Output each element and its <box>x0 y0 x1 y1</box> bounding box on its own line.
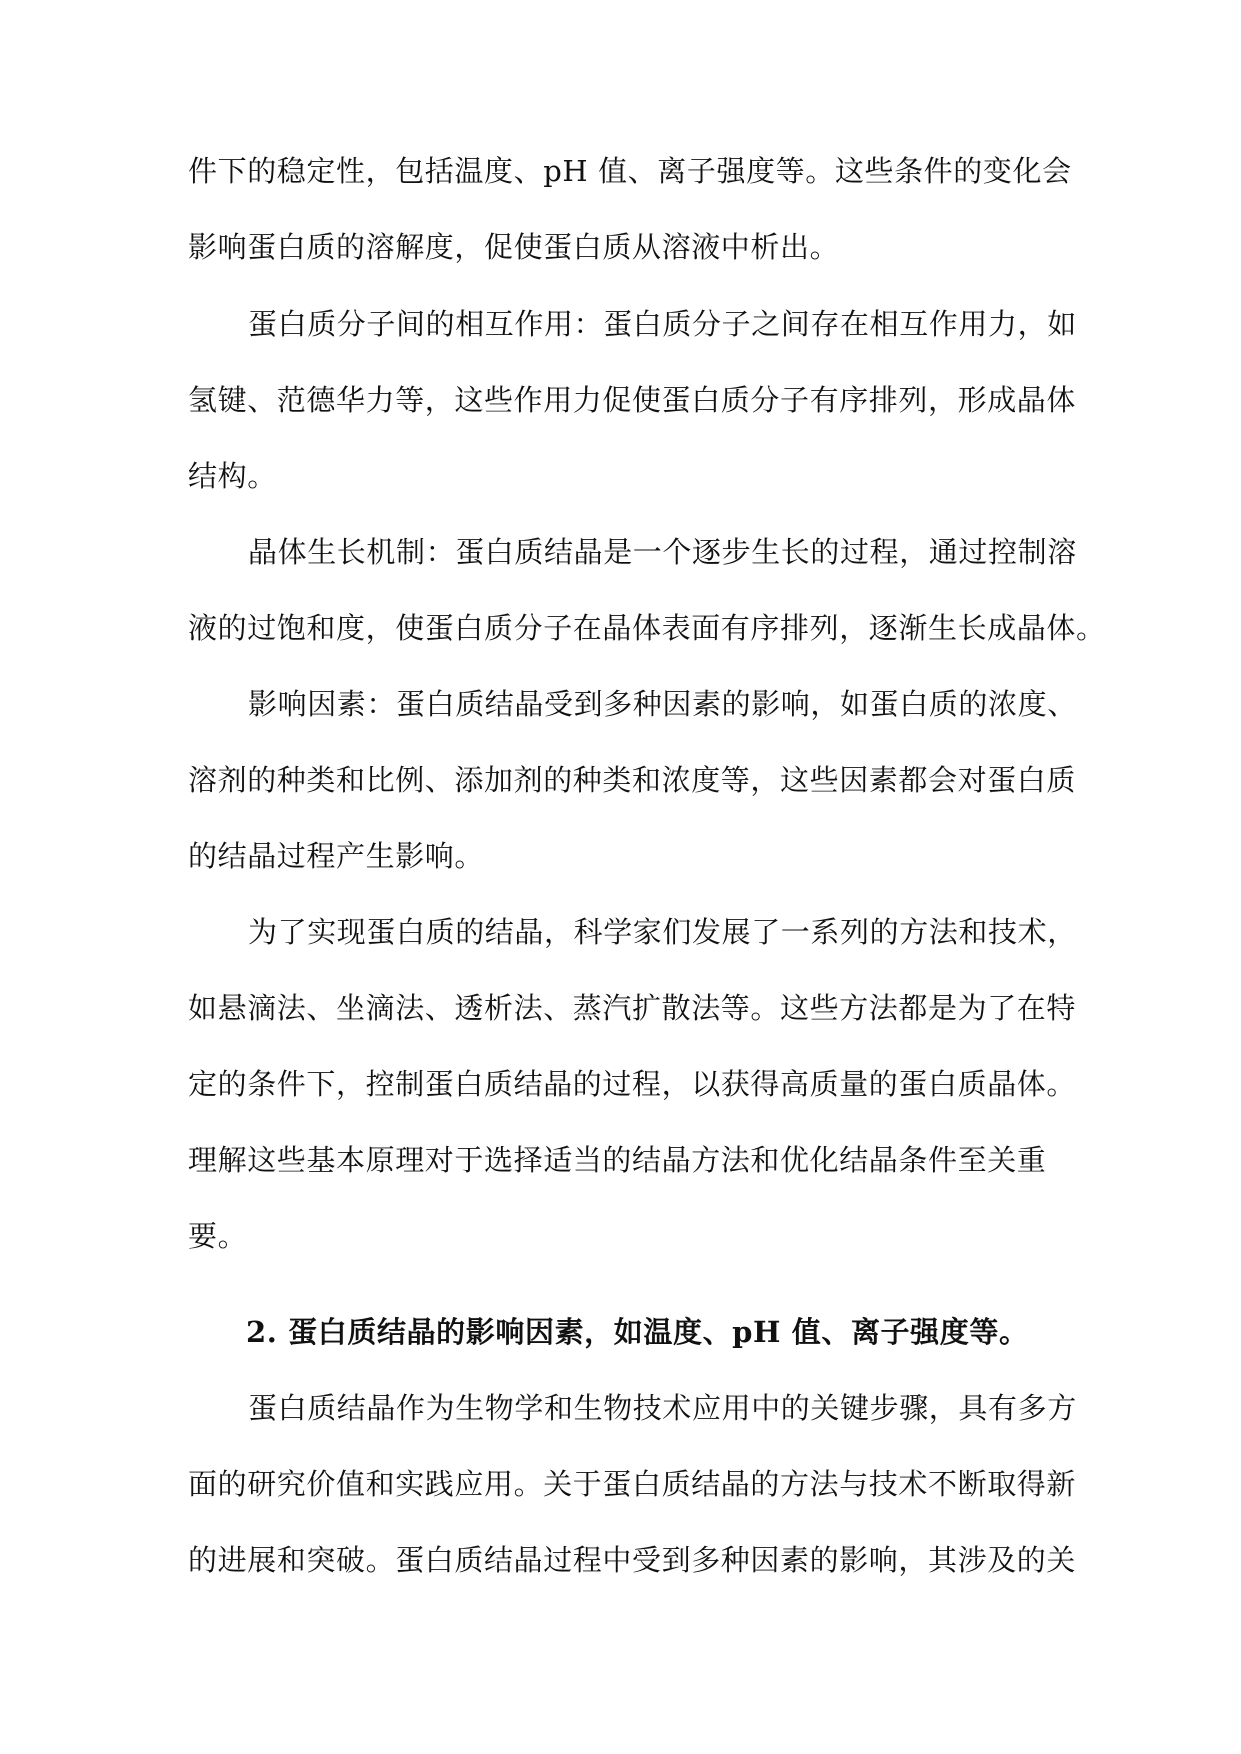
paragraph-start-line: 影响因素：蛋白质结晶受到多种因素的影响，如蛋白质的浓度、 <box>248 687 1077 721</box>
text-line: 氢键、范德华力等，这些作用力促使蛋白质分子有序排列，形成晶体 <box>188 383 1077 417</box>
text-line: 液的过饱和度，使蛋白质分子在晶体表面有序排列，逐渐生长成晶体。 <box>188 611 1106 645</box>
text-line: 定的条件下，控制蛋白质结晶的过程，以获得高质量的蛋白质晶体。 <box>188 1067 1077 1101</box>
section-heading: 2. 蛋白质结晶的影响因素，如温度、pH 值、离子强度等。 <box>246 1315 1029 1349</box>
paragraph-start-line: 晶体生长机制：蛋白质结晶是一个逐步生长的过程，通过控制溶 <box>248 535 1077 569</box>
text-line: 要。 <box>188 1219 248 1253</box>
paragraph-start-line: 蛋白质分子间的相互作用：蛋白质分子之间存在相互作用力，如 <box>248 307 1077 341</box>
paragraph-start-line: 为了实现蛋白质的结晶，科学家们发展了一系列的方法和技术， <box>248 915 1077 949</box>
text-line: 件下的稳定性，包括温度、pH 值、离子强度等。这些条件的变化会 <box>188 154 1072 188</box>
text-line: 的结晶过程产生影响。 <box>188 839 485 873</box>
text-line: 理解这些基本原理对于选择适当的结晶方法和优化结晶条件至关重 <box>188 1143 1047 1177</box>
text-line: 结构。 <box>188 459 277 493</box>
text-line: 影响蛋白质的溶解度，促使蛋白质从溶液中析出。 <box>188 230 840 264</box>
paragraph-start-line: 蛋白质结晶作为生物学和生物技术应用中的关键步骤，具有多方 <box>248 1391 1077 1425</box>
text-line: 的进展和突破。蛋白质结晶过程中受到多种因素的影响，其涉及的关 <box>188 1543 1077 1577</box>
text-line: 面的研究价值和实践应用。关于蛋白质结晶的方法与技术不断取得新 <box>188 1467 1077 1501</box>
text-line: 溶剂的种类和比例、添加剂的种类和浓度等，这些因素都会对蛋白质 <box>188 763 1077 797</box>
text-line: 如悬滴法、坐滴法、透析法、蒸汽扩散法等。这些方法都是为了在特 <box>188 991 1077 1025</box>
